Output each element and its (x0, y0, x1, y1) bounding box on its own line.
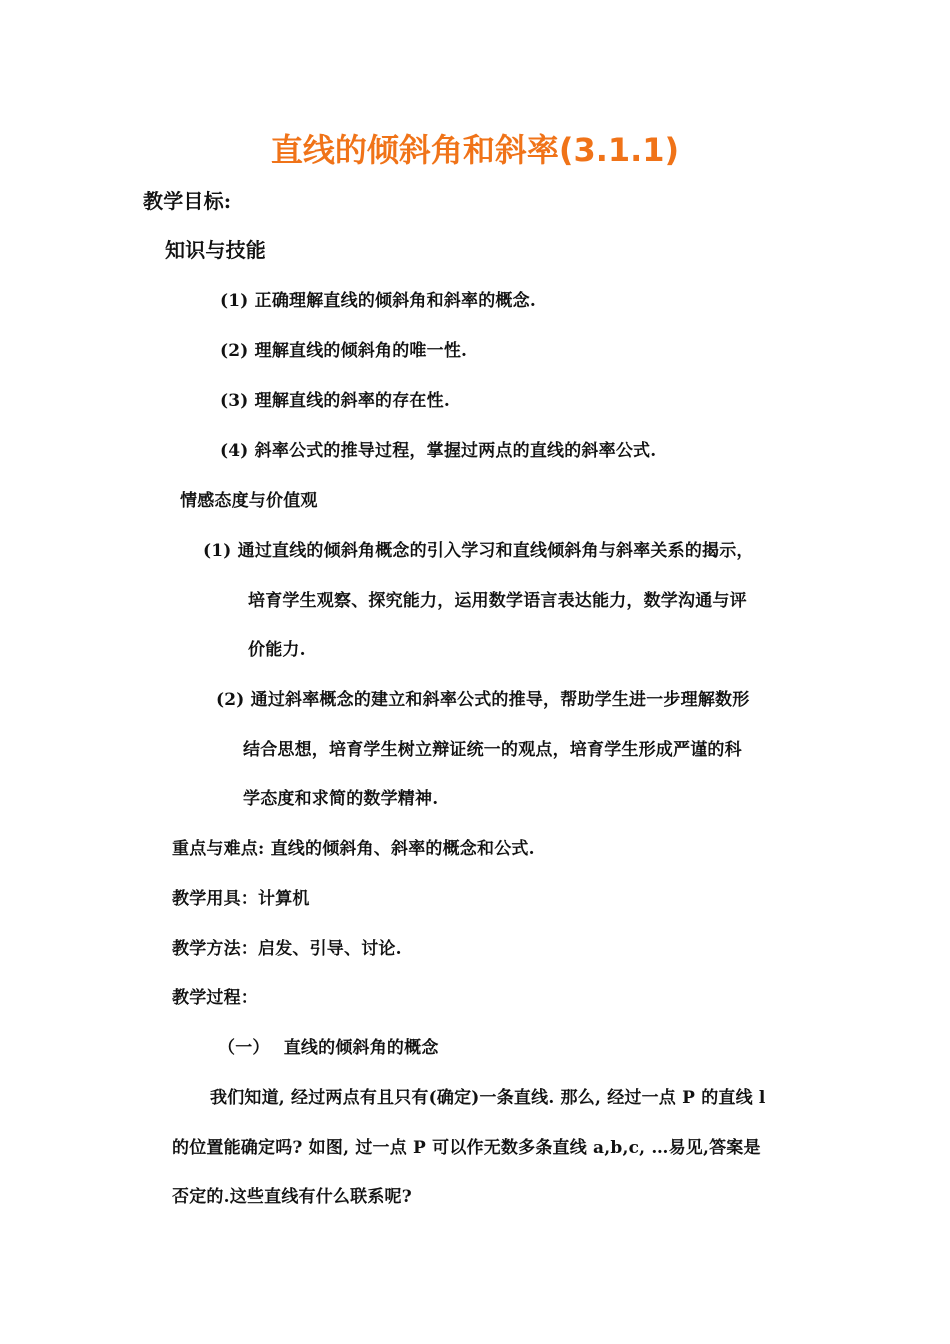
attitude-item-2-line-1: (2) 通过斜率概念的建立和斜率公式的推导，帮助学生进一步理解数形 (216, 690, 750, 710)
attitude-heading: 情感态度与价值观 (180, 491, 318, 511)
attitude-item-1-line-1: (1) 通过直线的倾斜角概念的引入学习和直线倾斜角与斜率关系的揭示， (203, 541, 754, 561)
knowledge-item-2: (2) 理解直线的倾斜角的唯一性. (220, 341, 468, 361)
knowledge-item-4: (4) 斜率公式的推导过程，掌握过两点的直线的斜率公式. (220, 441, 657, 461)
teaching-tools: 教学用具：计算机 (172, 889, 310, 909)
section-1-paragraph-line-1: 我们知道, 经过两点有且只有(确定)一条直线. 那么, 经过一点 P 的直线 l (210, 1088, 766, 1108)
section-1-heading: （一） 直线的倾斜角的概念 (218, 1038, 439, 1058)
section-1-paragraph-line-2: 的位置能确定吗? 如图, 过一点 P 可以作无数多条直线 a,b,c, …易见,答案是 (172, 1138, 761, 1158)
attitude-item-1-line-3: 价能力. (248, 640, 306, 660)
attitude-item-2-line-3: 学态度和求简的数学精神. (243, 789, 439, 809)
document-title: 直线的倾斜角和斜率(3.1.1) (270, 131, 680, 169)
knowledge-heading: 知识与技能 (165, 238, 266, 262)
attitude-item-1-line-2: 培育学生观察、探究能力，运用数学语言表达能力，数学沟通与评 (248, 591, 747, 611)
objectives-heading: 教学目标: (143, 189, 232, 213)
knowledge-item-3: (3) 理解直线的斜率的存在性. (220, 391, 450, 411)
knowledge-item-1: (1) 正确理解直线的倾斜角和斜率的概念. (220, 291, 536, 311)
attitude-item-2-line-2: 结合思想，培育学生树立辩证统一的观点，培育学生形成严谨的科 (243, 740, 742, 760)
section-1-paragraph-line-3: 否定的.这些直线有什么联系呢? (172, 1187, 412, 1207)
key-points: 重点与难点: 直线的倾斜角、斜率的概念和公式. (172, 839, 535, 859)
process-heading: 教学过程： (172, 988, 258, 1008)
teaching-methods: 教学方法：启发、引导、讨论. (172, 939, 402, 959)
